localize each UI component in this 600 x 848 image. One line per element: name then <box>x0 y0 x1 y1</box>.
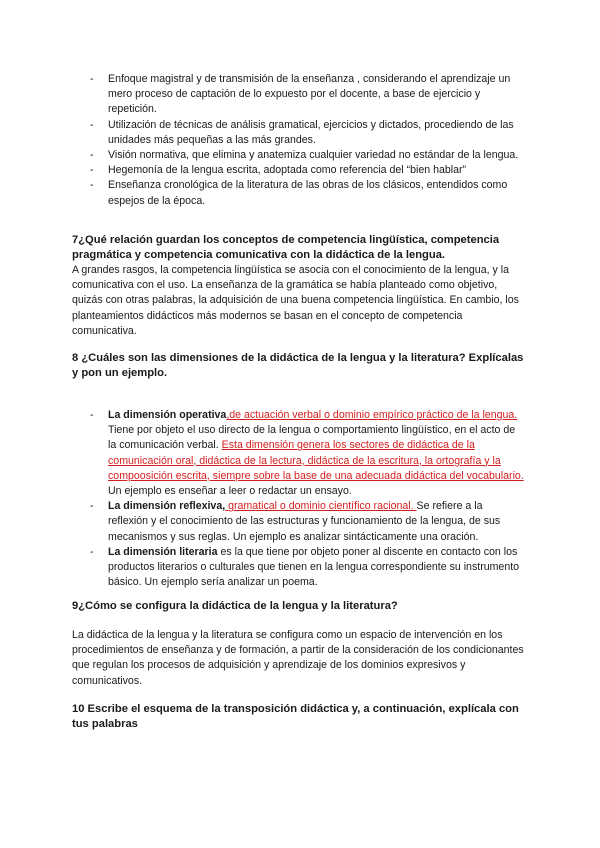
answer-7: A grandes rasgos, la competencia lingüística se asocia con el conocimiento de la lengua, y la comunicativa con el uso. La enseñanza de la gramática se había planteado como objetivo, quizás con otras palabras, la adquisición de una buena competencia lingüística. En cambio, los planteamientos didácticos más modernos se basan en el concepto de competencia comunicativa. <box>72 264 519 337</box>
answer-9: La didáctica de la lengua y la literatura se configura como un espacio de intervención en los procedimientos de enseñanza y de formación, a partir de la consideración de los condicionantes que regulan los procesos de adquisición y aprendizaje de los dominios expresivos y comunicativos. <box>72 629 524 687</box>
highlighted-text: gramatical o dominio científico racional. <box>225 500 417 513</box>
dimension-reflexiva: - La dimensión reflexiva, gramatical o dominio científico racional. Se refiere a la reflexión y el conocimiento de las estructuras y funcionamiento de la lengua, de sus mecanismos y sus reglas. Un ejemplo es analizar sintácticamente una oración. <box>90 499 524 545</box>
dimension-operativa: - La dimensión operativa,de actuación verbal o dominio empírico práctico de la lengua. Tiene por objeto el uso directo de la lengua o comportamiento lingüístico, en el acto de la comunicación verbal. Esta dimensión genera los sectores de didáctica de la comunicación oral, didáctica de la lectura, didáctica de la escritura, la ortografía y la compoosición escrita, siempre sobre la base de una adecuada didáctica del vocabulario. Un ejemplo es enseñar a leer o redactar un ensayo. <box>90 408 524 499</box>
list-item: - Utilización de técnicas de análisis gramatical, ejercicios y dictados, procediendo de las unidades más pequeñas a las más grandes. <box>90 118 524 148</box>
list-item: - Hegemonía de la lengua escrita, adoptada como referencia del “bien hablar” <box>90 163 524 178</box>
dimension-term: La dimensión operativa <box>108 409 227 421</box>
question-7: 7¿Qué relación guardan los conceptos de competencia lingüística, competencia pragmática y competencia comunicativa con la didáctica de la lengua. <box>72 234 500 262</box>
dimension-term: La dimensión literaria <box>108 545 218 558</box>
question-8: 8 ¿Cuáles son las dimensiones de la didáctica de la lengua y la literatura? Explícalas y pon un ejemplo. <box>72 352 524 380</box>
bullet-list-traditional <box>90 72 524 209</box>
highlighted-text: Esta dimensión genera los sectores de didáctica de la comunicación oral, didáctica de la lectura, didáctica de la escritura, la ortografía y la compoosición escrita, siempre sobre la base de una adecuada didáctica del vocabulario. <box>108 439 524 482</box>
bullet-list-dimensions <box>90 408 524 590</box>
dimension-term: La dimensión reflexiva, <box>108 500 226 513</box>
question-10: 10 Escribe el esquema de la transposición didáctica y, a continuación, explícala con tus palabras <box>72 703 519 731</box>
dimension-literaria: - La dimensión literaria es la que tiene por objeto poner al discente en contacto con los productos literarios o culturales que tienen en la lengua correspondiente su instrumento básico. Un ejemplo sería analizar un poema. <box>90 545 524 591</box>
highlighted-text: ,de actuación verbal o dominio empírico práctico de la lengua. <box>226 409 518 421</box>
list-item: - Enfoque magistral y de transmisión de la enseñanza , considerando el aprendizaje un mero proceso de captación de lo expuesto por el docente, a base de ejercicio y repetición. <box>90 72 524 118</box>
question-9: 9¿Cómo se configura la didáctica de la lengua y la literatura? <box>72 600 398 612</box>
list-item: - Enseñanza cronológica de la literatura de las obras de los clásicos, entendidos como espejos de la época. <box>90 178 524 208</box>
list-item: - Visión normativa, que elimina y anatemiza cualquier variedad no estándar de la lengua. <box>90 148 524 163</box>
